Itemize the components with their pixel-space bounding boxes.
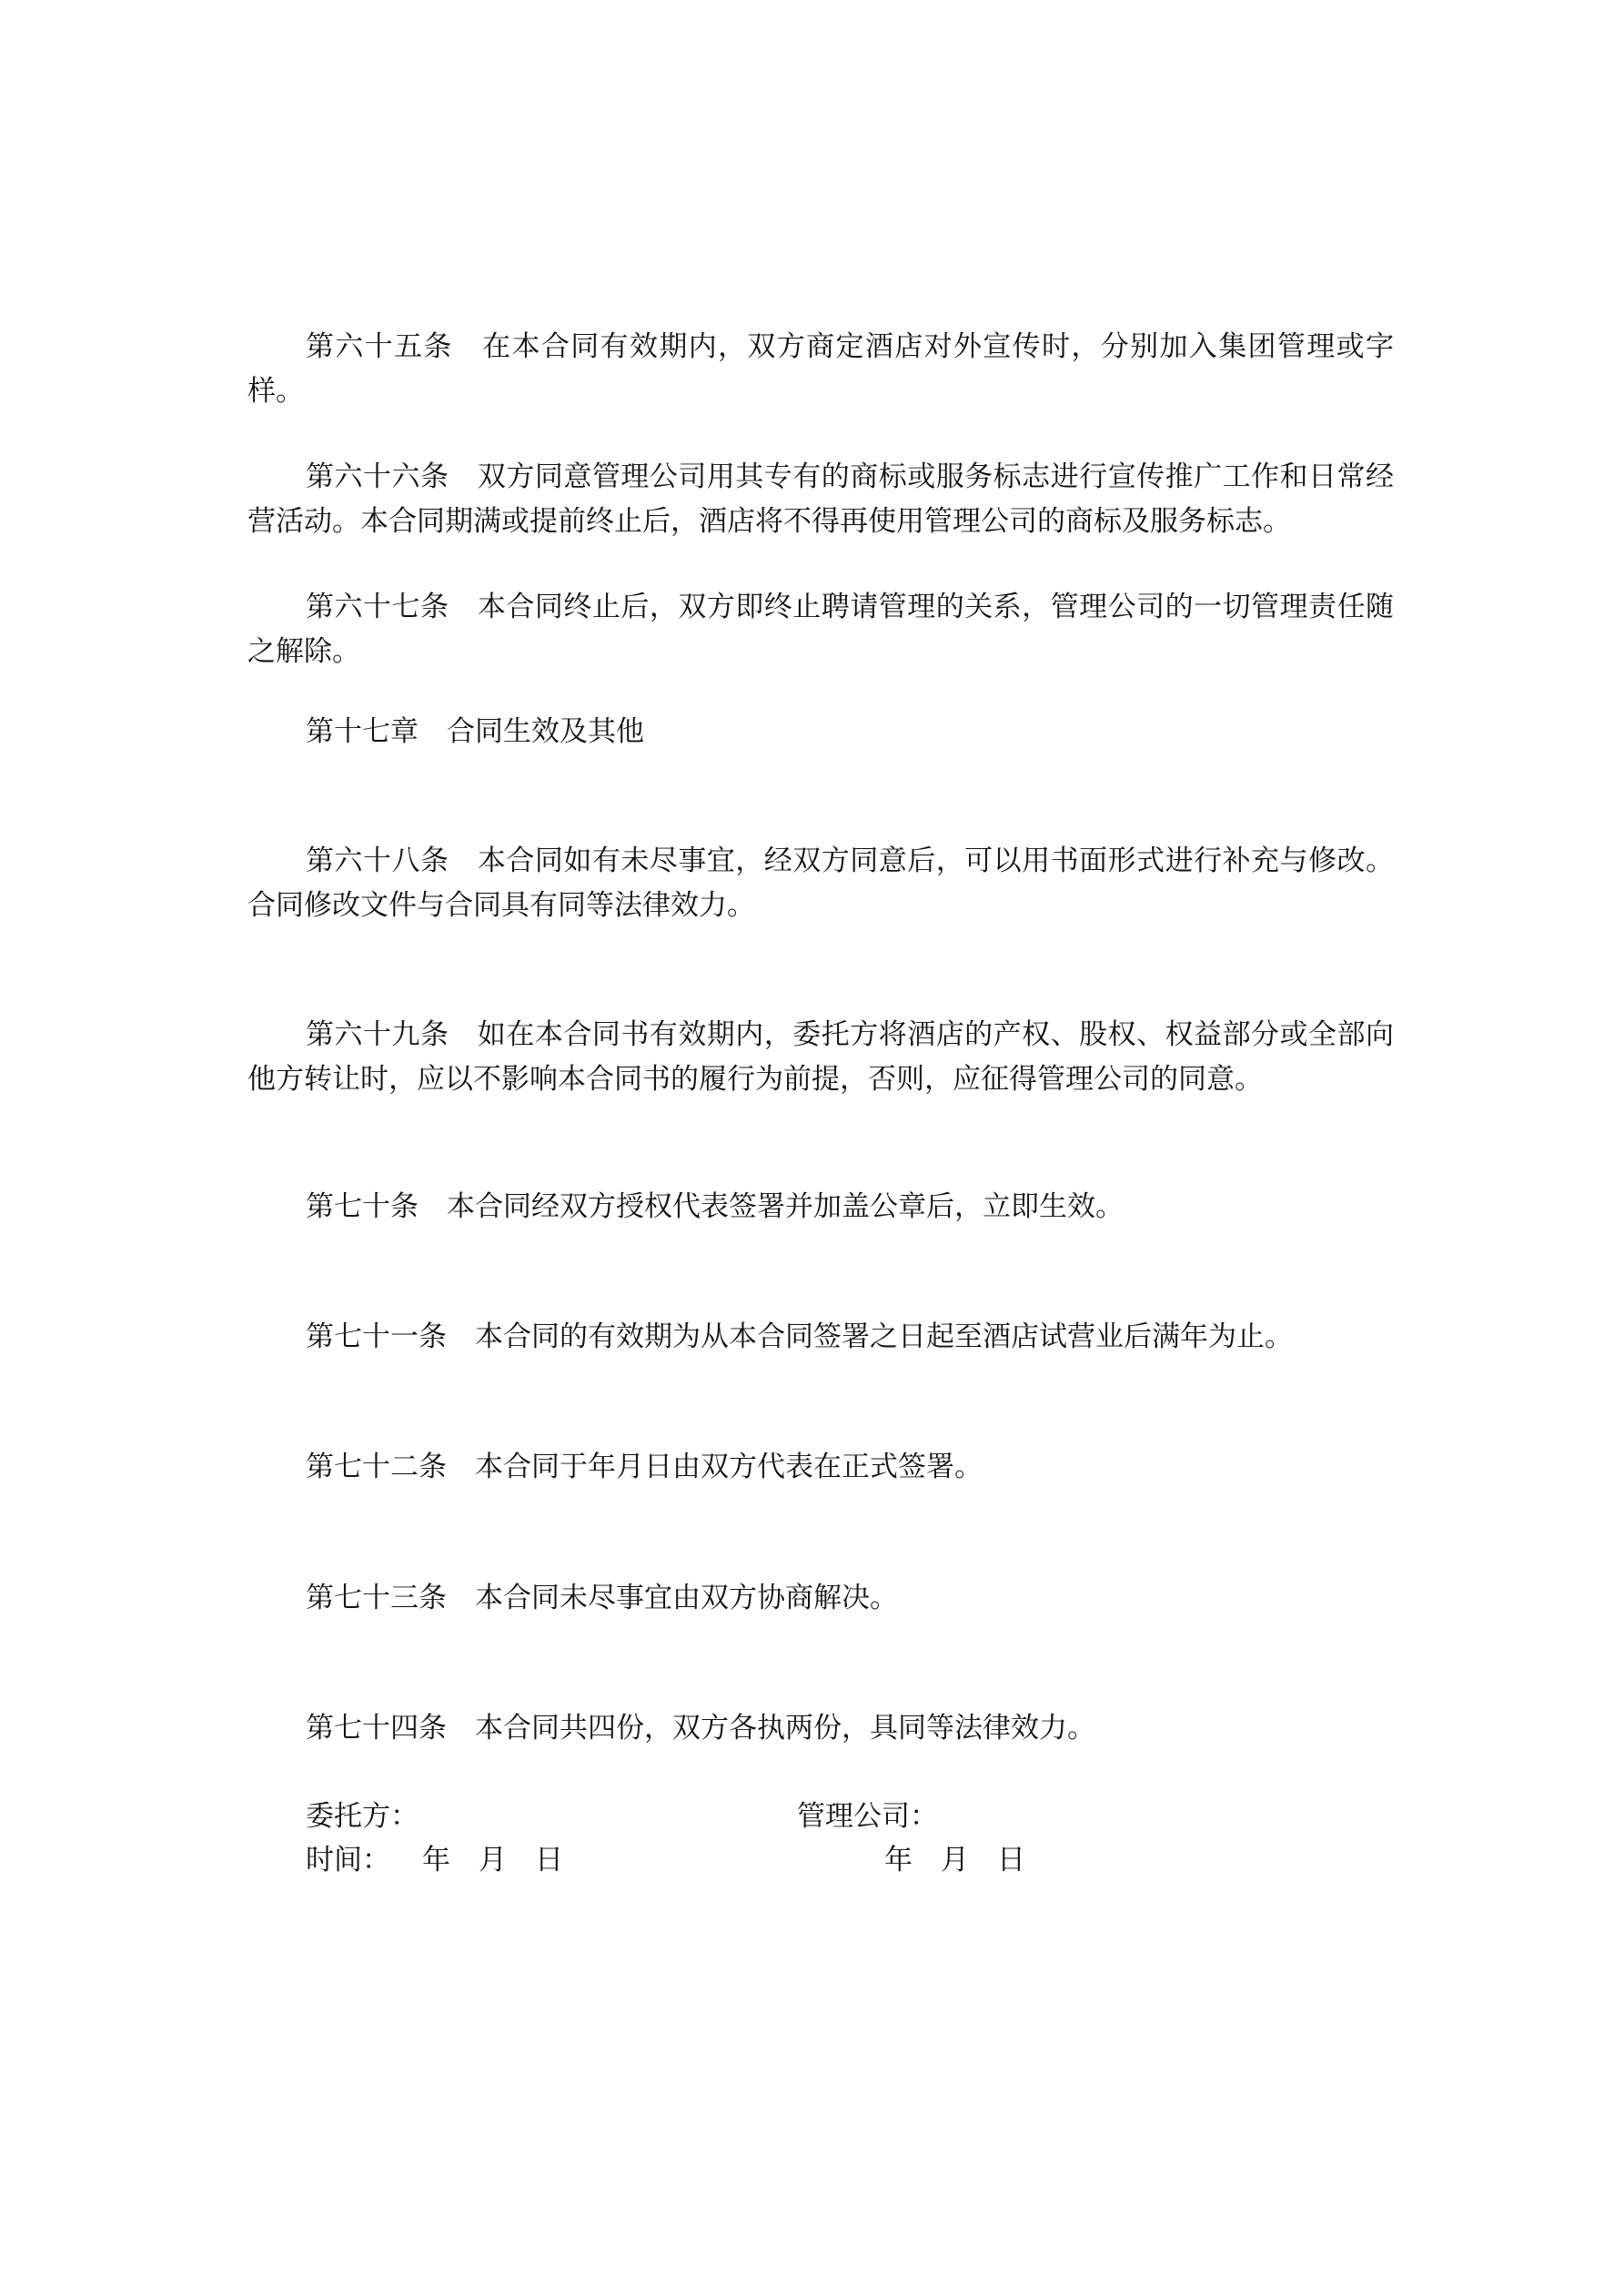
article-67: 第六十七条 本合同终止后，双方即终止聘请管理的关系，管理公司的一切管理责任随之解除。 [247, 591, 1394, 668]
article-71: 第七十一条 本合同的有效期为从本合同签署之日起至酒店试营业后满年为止。 [306, 1320, 1293, 1353]
article-65: 第六十五条 在本合同有效期内，双方商定酒店对外宣传时，分别加入集团管理或字样。 [247, 330, 1394, 408]
article-69: 第六十九条 如在本合同书有效期内，委托方将酒店的产权、股权、权益部分或全部向他方转让时，应以不影响本合同书的履行为前提，否则，应征得管理公司的同意。 [247, 1018, 1394, 1096]
time-label: 时间： [306, 1844, 390, 1876]
article-73: 第七十三条 本合同未尽事宜由双方协商解决。 [306, 1582, 898, 1614]
manager-label: 管理公司： [797, 1800, 938, 1833]
client-date: 年 月 日 [422, 1844, 563, 1876]
article-72: 第七十二条 本合同于年月日由双方代表在正式签署。 [306, 1451, 983, 1483]
manager-date: 年 月 日 [884, 1844, 1025, 1876]
article-68: 第六十八条 本合同如有未尽事宜，经双方同意后，可以用书面形式进行补充与修改。合同修改文件与合同具有同等法律效力。 [247, 845, 1394, 922]
article-74: 第七十四条 本合同共四份，双方各执两份，具同等法律效力。 [306, 1712, 1095, 1745]
client-label: 委托方： [306, 1800, 419, 1833]
article-66: 第六十六条 双方同意管理公司用其专有的商标或服务标志进行宣传推广工作和日常经营活动。本合同期满或提前终止后，酒店将不得再使用管理公司的商标及服务标志。 [247, 460, 1394, 538]
article-70: 第七十条 本合同经双方授权代表签署并加盖公章后，立即生效。 [306, 1190, 1124, 1223]
chapter-17-heading: 第十七章 合同生效及其他 [306, 715, 644, 748]
